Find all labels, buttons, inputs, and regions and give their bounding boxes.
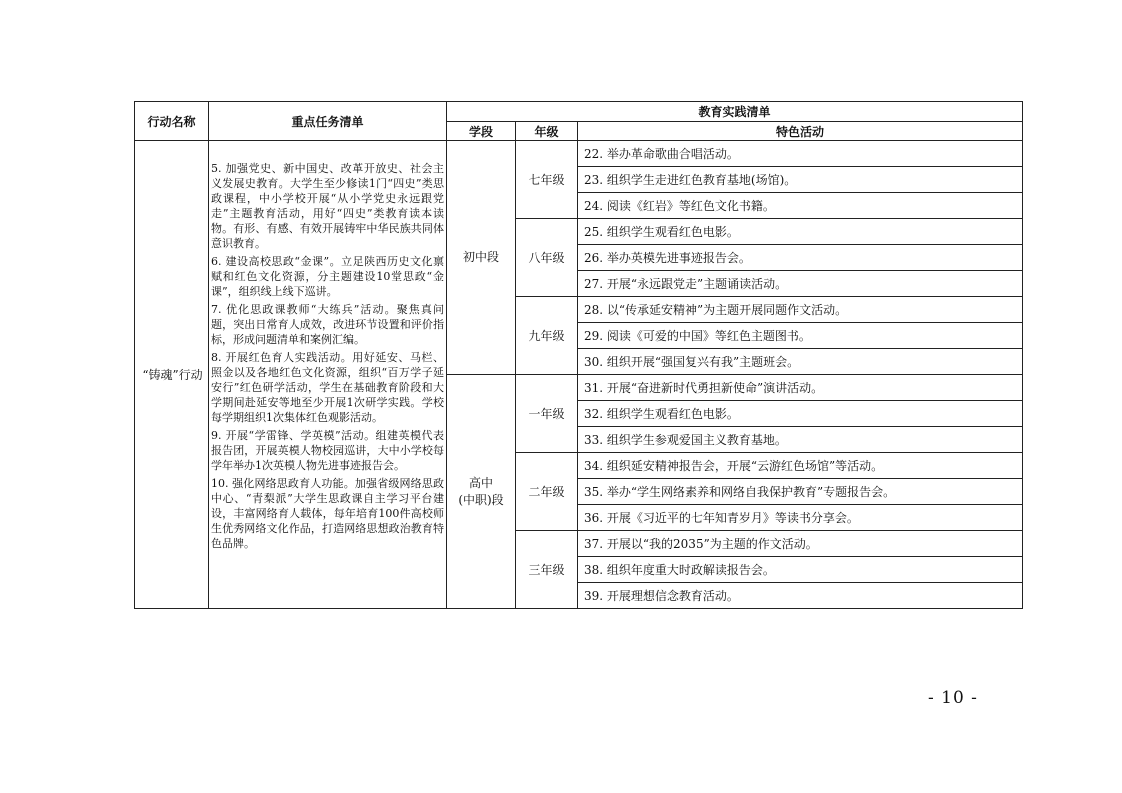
stage-junior-high: 初中段 xyxy=(447,141,516,375)
task-item: 9. 开展“学雷锋、学英模”活动。组建英模代表报告团，开展英模人物校园巡讲，大中小学校每学年举办1次英模人物先进事迹报告会。 xyxy=(211,429,444,472)
grade-cell: 八年级 xyxy=(516,219,578,297)
task-item: 5. 加强党史、新中国史、改革开放史、社会主义发展史教育。大学生至少修读1门“四史”类思政课程，中小学校开展“从小学党史永远跟党走”主题教育活动，用好“四史”类教育读本读物。有形、有感、有效开展铸牢中华民族共同体意识教育。 xyxy=(211,162,444,250)
header-key-tasks: 重点任务清单 xyxy=(209,102,447,141)
task-item: 7. 优化思政课教师“大练兵”活动。聚焦真问题，突出日常育人成效，改进环节设置和评价指标，形成问题清单和案例汇编。 xyxy=(211,303,444,346)
activity-item: 39. 开展理想信念教育活动。 xyxy=(578,583,1023,609)
page-number: - 10 - xyxy=(928,688,978,708)
education-practice-table xyxy=(134,101,1023,609)
activity-item: 27. 开展“永远跟党走”主题诵读活动。 xyxy=(578,271,1023,297)
header-action-name: 行动名称 xyxy=(135,102,209,141)
activity-item: 35. 举办“学生网络素养和网络自我保护教育”专题报告会。 xyxy=(578,479,1023,505)
grade-cell: 二年级 xyxy=(516,453,578,531)
activity-item: 37. 开展以“我的2035”为主题的作文活动。 xyxy=(578,531,1023,557)
activity-item: 34. 组织延安精神报告会，开展“云游红色场馆”等活动。 xyxy=(578,453,1023,479)
header-grade: 年级 xyxy=(516,122,578,141)
task-item: 10. 强化网络思政育人功能。加强省级网络思政中心、“青梨派”大学生思政课自主学习平台建设，丰富网络育人载体，每年培育100件高校师生优秀网络文化作品，打造网络思想政治教育特色品牌。 xyxy=(211,477,444,550)
action-name-cell: “铸魂”行动 xyxy=(135,141,209,609)
activity-item: 22. 举办革命歌曲合唱活动。 xyxy=(578,141,1023,167)
stage-senior-high-line2: (中职)段 xyxy=(458,492,504,507)
activity-item: 25. 组织学生观看红色电影。 xyxy=(578,219,1023,245)
activity-item: 23. 组织学生走进红色教育基地(场馆)。 xyxy=(578,167,1023,193)
activity-item: 31. 开展“奋进新时代勇担新使命”演讲活动。 xyxy=(578,375,1023,401)
activity-item: 36. 开展《习近平的七年知青岁月》等读书分享会。 xyxy=(578,505,1023,531)
activity-item: 28. 以“传承延安精神”为主题开展同题作文活动。 xyxy=(578,297,1023,323)
header-stage: 学段 xyxy=(447,122,516,141)
stage-senior-high xyxy=(447,375,516,609)
activity-item: 29. 阅读《可爱的中国》等红色主题图书。 xyxy=(578,323,1023,349)
grade-cell: 九年级 xyxy=(516,297,578,375)
key-tasks-cell xyxy=(209,141,447,609)
stage-senior-high-line1: 高中 xyxy=(468,475,493,490)
header-activities: 特色活动 xyxy=(578,122,1023,141)
task-item: 8. 开展红色育人实践活动。用好延安、马栏、照金以及各地红色文化资源，组织“百万学子延安行”红色研学活动，学生在基础教育阶段和大学期间赴延安等地至少开展1次研学实践。学校每学期组织1次集体红色观影活动。 xyxy=(211,351,444,424)
grade-cell: 一年级 xyxy=(516,375,578,453)
activity-item: 38. 组织年度重大时政解读报告会。 xyxy=(578,557,1023,583)
activity-item: 32. 组织学生观看红色电影。 xyxy=(578,401,1023,427)
activity-item: 30. 组织开展“强国复兴有我”主题班会。 xyxy=(578,349,1023,375)
task-item: 6. 建设高校思政“金课”。立足陕西历史文化禀赋和红色文化资源，分主题建设10堂思政“金课”，组织线上线下巡讲。 xyxy=(211,255,444,298)
activity-item: 26. 举办英模先进事迹报告会。 xyxy=(578,245,1023,271)
activity-item: 33. 组织学生参观爱国主义教育基地。 xyxy=(578,427,1023,453)
grade-cell: 七年级 xyxy=(516,141,578,219)
grade-cell: 三年级 xyxy=(516,531,578,609)
header-practice-list: 教育实践清单 xyxy=(447,102,1023,122)
activity-item: 24. 阅读《红岩》等红色文化书籍。 xyxy=(578,193,1023,219)
